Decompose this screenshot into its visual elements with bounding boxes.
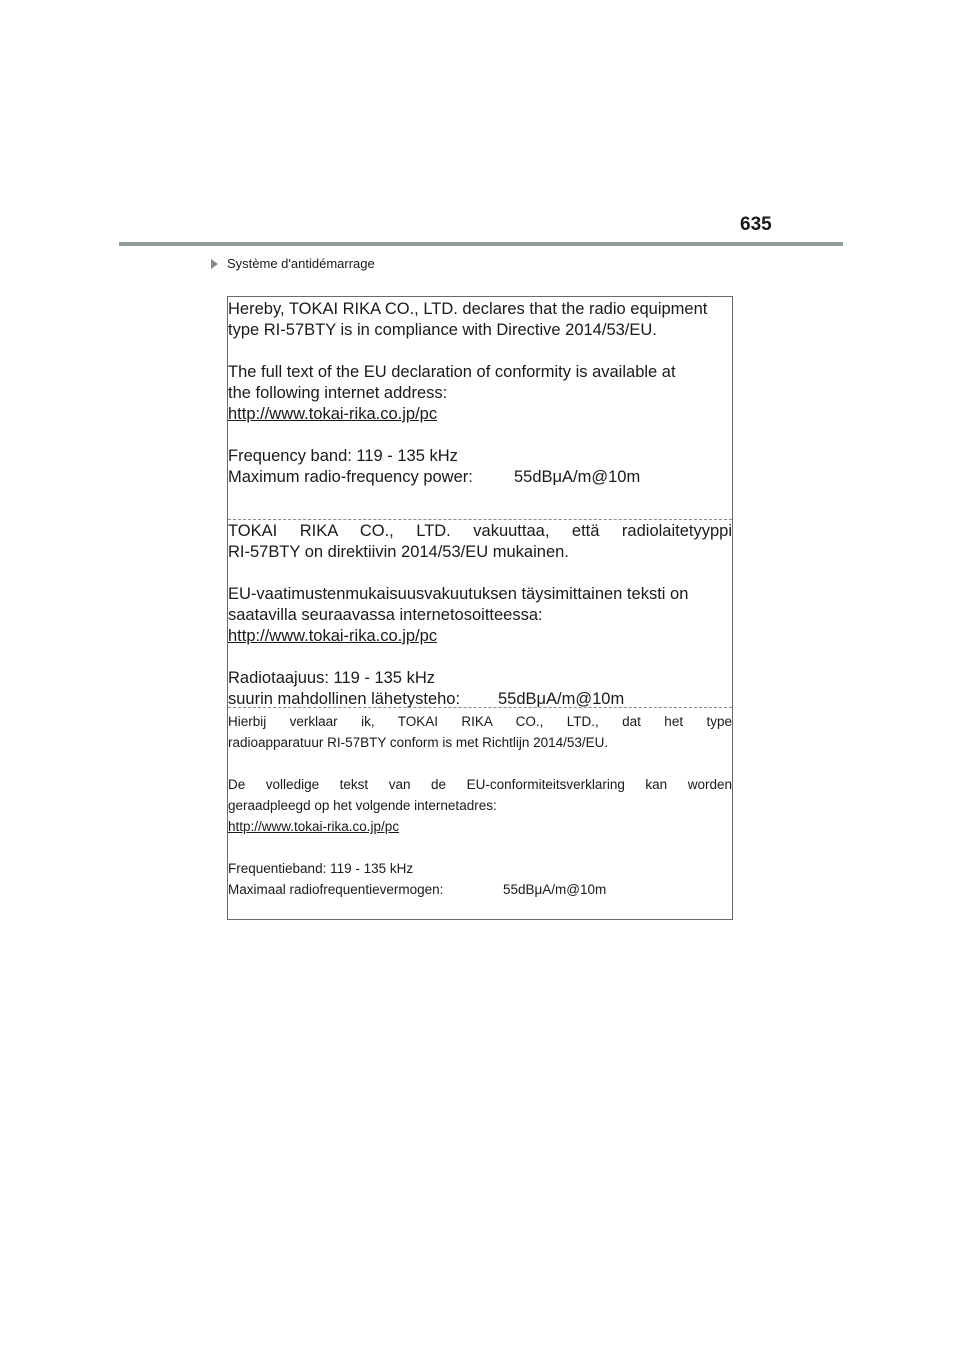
en-frequency-band: Frequency band: 119 - 135 kHz bbox=[228, 447, 458, 465]
english-declaration bbox=[228, 297, 732, 488]
nl-full-text-line1: De volledige tekst van de EU-conformiteitsverklaring kan worden bbox=[228, 777, 732, 792]
finnish-declaration bbox=[228, 519, 732, 710]
section-label bbox=[211, 256, 375, 271]
fi-frequency-band: Radiotaajuus: 119 - 135 kHz bbox=[228, 669, 435, 687]
triangle-bullet-icon bbox=[211, 259, 218, 269]
en-full-text-line2: the following internet address: bbox=[228, 384, 448, 402]
en-max-power-value: 55dBμA/m@10m bbox=[514, 468, 641, 486]
nl-frequency-band: Frequentieband: 119 - 135 kHz bbox=[228, 861, 414, 876]
page-number: 635 bbox=[740, 214, 772, 235]
nl-max-power-label: Maximaal radiofrequentievermogen: bbox=[228, 882, 444, 897]
en-max-power-label: Maximum radio-frequency power: bbox=[228, 468, 473, 486]
dutch-declaration bbox=[228, 707, 732, 900]
fi-decl-line1: TOKAI RIKA CO., LTD. vakuuttaa, että radiolaitetyyppi bbox=[228, 522, 732, 540]
nl-max-power-value: 55dBμA/m@10m bbox=[503, 882, 607, 897]
declaration-box bbox=[227, 296, 733, 920]
header-rule bbox=[119, 242, 843, 246]
nl-decl-line1: Hierbij verklaar ik, TOKAI RIKA CO., LTD., dat het type bbox=[228, 714, 732, 729]
nl-full-text-line2: geraadpleegd op het volgende internetadres: bbox=[228, 798, 497, 813]
fi-full-text-line1: EU-vaatimustenmukaisuusvakuutuksen täysimittainen teksti on bbox=[228, 585, 689, 603]
nl-decl-line2: radioapparatuur RI-57BTY conform is met Richtlijn 2014/53/EU. bbox=[228, 735, 609, 750]
nl-max-power bbox=[228, 879, 732, 900]
en-decl-line2: type RI-57BTY is in compliance with Directive 2014/53/EU. bbox=[228, 321, 657, 339]
fi-full-text-line2: saatavilla seuraavassa internetosoitteessa: bbox=[228, 606, 543, 624]
en-max-power bbox=[228, 467, 732, 488]
fi-max-power-value: 55dBμA/m@10m bbox=[498, 690, 625, 708]
fi-url-link[interactable]: http://www.tokai-rika.co.jp/pc bbox=[228, 627, 438, 645]
fi-decl-line2: RI-57BTY on direktiivin 2014/53/EU mukainen. bbox=[228, 543, 569, 561]
nl-url-link[interactable]: http://www.tokai-rika.co.jp/pc bbox=[228, 819, 400, 834]
fi-max-power-label: suurin mahdollinen lähetysteho: bbox=[228, 690, 461, 708]
en-url-link[interactable]: http://www.tokai-rika.co.jp/pc bbox=[228, 405, 438, 423]
section-label-text: Système d'antidémarrage bbox=[227, 256, 375, 271]
en-full-text-line1: The full text of the EU declaration of conformity is available at bbox=[228, 363, 676, 381]
en-decl-line1: Hereby, TOKAI RIKA CO., LTD. declares that the radio equipment bbox=[228, 300, 708, 318]
